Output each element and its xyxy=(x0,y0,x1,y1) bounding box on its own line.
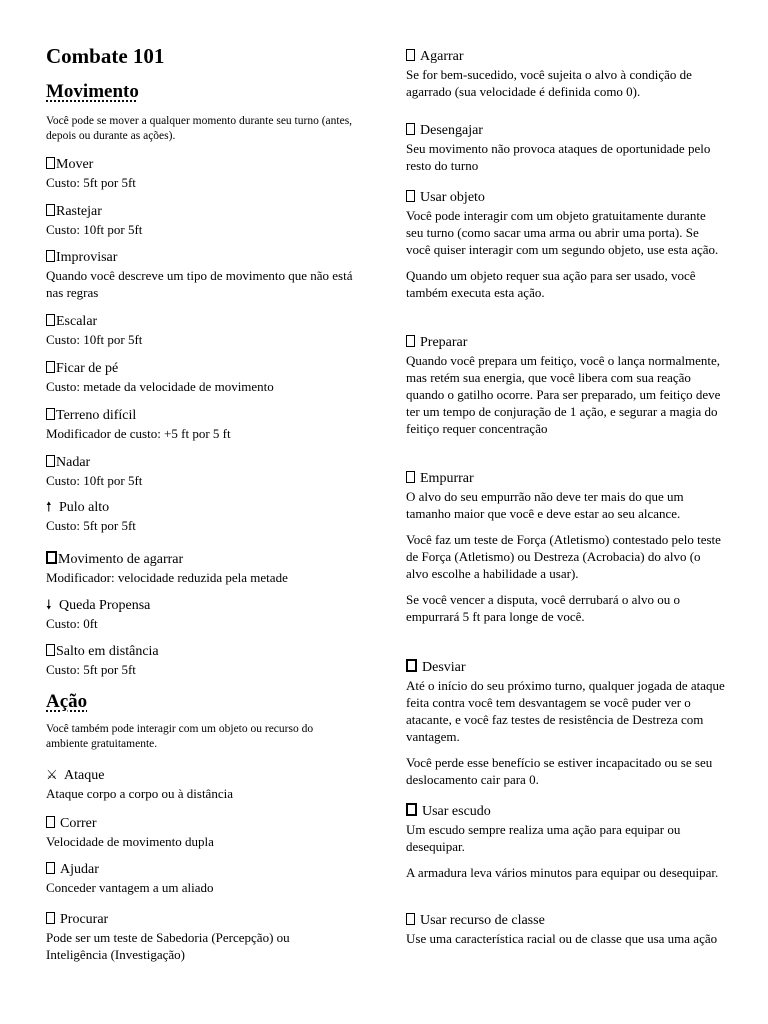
entry-text: Você faz um teste de Força (Atletismo) contestado pelo teste de Força (Atletismo) ou Destreza (Acrobacia) do alvo (o alvo escolhe a habilidade a usar). xyxy=(406,532,721,581)
action-intro: Você também pode interagir com um objeto ou recurso do ambiente gratuitamente. xyxy=(46,723,314,750)
checkbox-icon xyxy=(406,471,415,483)
checkbox-icon xyxy=(46,862,55,874)
page-title: Combate 101 xyxy=(46,44,165,68)
entry-title: Empurrar xyxy=(420,471,474,486)
entry-title: Escalar xyxy=(56,314,98,329)
action-item-desviar xyxy=(406,659,726,788)
checkbox-icon xyxy=(406,190,415,202)
movement-item-escalar xyxy=(46,313,376,348)
entry-text: Pode ser um teste de Sabedoria (Percepção) ou Inteligência (Investigação) xyxy=(46,930,290,962)
checkbox-icon xyxy=(46,250,55,262)
entry-text: Ataque corpo a corpo ou à distância xyxy=(46,786,233,801)
entry-text: Quando você descreve um tipo de movimento que não está nas regras xyxy=(46,268,353,300)
entry-title: Ataque xyxy=(64,768,105,783)
entry-title: Ficar de pé xyxy=(56,361,119,376)
entry-text: Quando um objeto requer sua ação para ser usado, você também executa esta ação. xyxy=(406,268,696,300)
action-item-ataque xyxy=(46,767,376,802)
entry-text: A armadura leva vários minutos para equipar ou desequipar. xyxy=(406,865,719,880)
entry-text: Custo: 5ft por 5ft xyxy=(46,518,136,533)
entry-title: Usar objeto xyxy=(420,190,485,205)
action-item-empurrar xyxy=(406,470,724,625)
checkbox-icon xyxy=(46,912,55,924)
action-item-usar-recurso-de-classe xyxy=(406,912,724,947)
entry-title: Correr xyxy=(60,816,97,831)
action-item-ajudar xyxy=(46,861,376,896)
checkbox-icon xyxy=(406,123,415,135)
entry-title: Procurar xyxy=(60,912,109,927)
movement-item-terreno-dificil xyxy=(46,407,376,442)
entry-title: Agarrar xyxy=(420,49,464,64)
action-item-agarrar xyxy=(406,48,724,100)
checkbox-icon xyxy=(406,659,417,672)
movement-item-queda-propensa xyxy=(46,597,376,632)
entry-title: Rastejar xyxy=(56,204,102,219)
entry-title: Movimento de agarrar xyxy=(58,552,184,567)
entry-text: Custo: 10ft por 5ft xyxy=(46,332,143,347)
entry-title: Nadar xyxy=(56,455,91,470)
checkbox-icon xyxy=(46,644,55,656)
entry-title: Preparar xyxy=(420,335,468,350)
action-item-usar-objeto xyxy=(406,189,724,301)
entry-text: Você pode interagir com um objeto gratuitamente durante seu turno (como sacar uma arma ou abrir uma porta). Se você quiser interagir com um segundo objeto, use esta ação. xyxy=(406,208,719,257)
entry-text: Custo: 10ft por 5ft xyxy=(46,473,143,488)
movement-item-mover xyxy=(46,156,376,191)
movement-item-movimento-de-agarrar xyxy=(46,551,376,586)
action-item-usar-escudo xyxy=(406,803,724,881)
checkbox-icon xyxy=(46,551,57,564)
checkbox-icon xyxy=(406,803,417,816)
checkbox-icon xyxy=(46,157,55,169)
movement-item-rastejar xyxy=(46,203,376,238)
entry-text: Velocidade de movimento dupla xyxy=(46,834,214,849)
movement-heading: Movimento xyxy=(46,81,139,102)
up-arrow-icon: 🠕 xyxy=(46,500,52,515)
checkbox-icon xyxy=(46,455,55,467)
checkbox-icon xyxy=(406,49,415,61)
checkbox-icon xyxy=(406,335,415,347)
action-item-procurar xyxy=(46,911,336,963)
checkbox-icon xyxy=(46,204,55,216)
movement-item-nadar xyxy=(46,454,376,489)
entry-text: Quando você prepara um feitiço, você o lança normalmente, mas retém sua energia, que você libera com sua reação quando o gatilho ocorre. Para ser preparado, um feitiço deve ter um tempo de conjuração de 1 ação, e segurar a magia do feitiço requer concentração xyxy=(406,353,721,436)
entry-text: Custo: metade da velocidade de movimento xyxy=(46,379,274,394)
entry-title: Desviar xyxy=(422,660,466,675)
entry-title: Improvisar xyxy=(56,250,118,265)
entry-text: Custo: 5ft por 5ft xyxy=(46,662,136,677)
entry-text: Conceder vantagem a um aliado xyxy=(46,880,214,895)
entry-text: O alvo do seu empurrão não deve ter mais do que um tamanho maior que você e deve estar ao seu alcance. xyxy=(406,489,684,521)
entry-text: Se for bem-sucedido, você sujeita o alvo à condição de agarrado (sua velocidade é definida como 0). xyxy=(406,67,692,99)
movement-intro: Você pode se mover a qualquer momento durante seu turno (antes, depois ou durante as ações). xyxy=(46,115,353,142)
entry-title: Usar escudo xyxy=(422,804,491,819)
entry-title: Mover xyxy=(56,157,94,172)
checkbox-icon xyxy=(46,408,55,420)
entry-title: Usar recurso de classe xyxy=(420,913,545,928)
entry-title: Desengajar xyxy=(420,123,483,138)
entry-text: Modificador de custo: +5 ft por 5 ft xyxy=(46,426,231,441)
movement-item-pulo-alto xyxy=(46,499,376,534)
entry-title: Pulo alto xyxy=(59,500,110,515)
entry-text: Custo: 5ft por 5ft xyxy=(46,175,136,190)
entry-title: Queda Propensa xyxy=(59,598,151,613)
movement-item-improvisar xyxy=(46,249,364,301)
entry-title: Ajudar xyxy=(60,862,99,877)
down-arrow-icon: 🠗 xyxy=(46,598,52,613)
entry-text: Se você vencer a disputa, você derrubará o alvo ou o empurrará 5 ft para longe de você. xyxy=(406,592,680,624)
checkbox-icon xyxy=(46,816,55,828)
action-item-preparar xyxy=(406,334,726,437)
entry-text: Até o início do seu próximo turno, qualquer jogada de ataque feita contra você tem desvantagem se você puder ver o atacante, e você faz testes de resistência de Destreza com vantagem. xyxy=(406,678,725,744)
entry-text: Custo: 0ft xyxy=(46,616,98,631)
entry-text: Seu movimento não provoca ataques de oportunidade pelo resto do turno xyxy=(406,141,711,173)
action-heading: Ação xyxy=(46,691,88,712)
entry-text: Custo: 10ft por 5ft xyxy=(46,222,143,237)
movement-item-salto-em-distancia xyxy=(46,643,376,678)
entry-text: Modificador: velocidade reduzida pela metade xyxy=(46,570,288,585)
movement-item-ficar-de-pe xyxy=(46,360,376,395)
checkbox-icon xyxy=(46,314,55,326)
checkbox-icon xyxy=(46,361,55,373)
entry-text: Você perde esse benefício se estiver incapacitado ou se seu deslocamento cair para 0. xyxy=(406,755,713,787)
crossed-swords-icon: ⚔ xyxy=(46,768,58,783)
entry-title: Terreno difícil xyxy=(56,408,137,423)
entry-title: Salto em distância xyxy=(56,644,159,659)
entry-text: Use uma característica racial ou de classe que usa uma ação xyxy=(406,931,718,946)
action-item-desengajar xyxy=(406,122,724,174)
entry-text: Um escudo sempre realiza uma ação para equipar ou desequipar. xyxy=(406,822,681,854)
action-item-correr xyxy=(46,815,376,850)
checkbox-icon xyxy=(406,913,415,925)
